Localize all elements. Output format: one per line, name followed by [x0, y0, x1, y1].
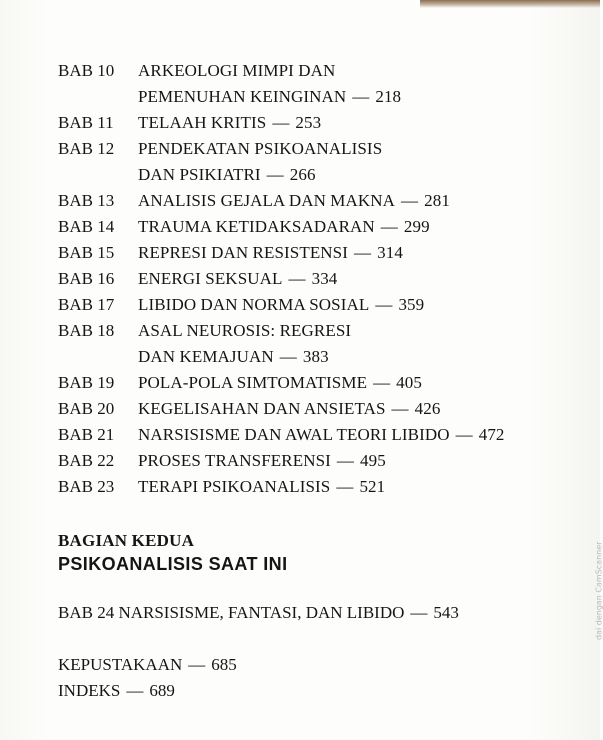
chapter-number: BAB 12 — [58, 139, 115, 158]
toc-page-number: 359 — [398, 295, 425, 314]
toc-separator: — — [375, 295, 393, 314]
toc-separator: — — [266, 165, 284, 184]
back-matter — [58, 652, 237, 704]
chapter-title — [138, 58, 588, 84]
toc-entry-text: BAB 24 NARSISISME, FANTASI, DAN LIBIDO — [58, 603, 405, 622]
chapter-title — [138, 422, 588, 448]
chapter-title — [138, 396, 588, 422]
toc-separator: — — [188, 655, 206, 674]
toc-separator: — — [391, 399, 409, 418]
chapter-title-text: ARKEOLOGI MIMPI DAN — [138, 61, 336, 80]
toc-separator: — — [373, 373, 391, 392]
back-matter-title: KEPUSTAKAAN — [58, 655, 183, 674]
chapter-number: BAB 15 — [58, 243, 115, 262]
toc-page-number: 405 — [396, 373, 422, 392]
chapter-number: BAB 22 — [58, 451, 115, 470]
part-heading — [58, 530, 288, 576]
toc-row — [58, 266, 588, 292]
toc-entry-bab-24 — [58, 600, 459, 626]
chapter-number: BAB 16 — [58, 269, 115, 288]
toc-separator: — — [352, 87, 370, 106]
page-edge-shadow — [420, 0, 600, 8]
toc-page-number: 266 — [289, 165, 316, 184]
toc-page-number: 383 — [302, 347, 329, 366]
chapter-number — [58, 344, 138, 370]
chapter-title-text: PEMENUHAN KEINGINAN — [138, 87, 347, 106]
toc-row — [58, 344, 588, 370]
toc-page-number: 299 — [403, 217, 430, 236]
chapter-title-text: TELAAH KRITIS — [138, 113, 267, 132]
chapter-title — [138, 266, 588, 292]
chapter-title-text: ASAL NEUROSIS: REGRESI — [138, 321, 352, 340]
chapter-title — [138, 214, 588, 240]
toc-separator: — — [336, 477, 354, 496]
chapter-title-text: PROSES TRANSFERENSI — [138, 451, 331, 470]
chapter-title — [138, 110, 588, 136]
chapter-title — [138, 318, 588, 344]
chapter-title-text: PENDEKATAN PSIKOANALISIS — [138, 139, 383, 158]
chapter-title — [138, 292, 588, 318]
chapter-number: BAB 21 — [58, 425, 115, 444]
chapter-title-text: LIBIDO DAN NORMA SOSIAL — [138, 295, 370, 314]
back-matter-title: INDEKS — [58, 681, 121, 700]
chapter-number: BAB 20 — [58, 399, 115, 418]
back-matter-entry — [58, 678, 237, 704]
chapter-title — [138, 84, 588, 110]
part-title: PSIKOANALISIS SAAT INI — [58, 554, 288, 574]
toc-page-number: 495 — [360, 451, 386, 470]
toc-separator: — — [288, 269, 306, 288]
toc-page-number: 218 — [375, 87, 402, 106]
toc-row — [58, 370, 588, 396]
back-matter-entry — [58, 652, 237, 678]
toc-separator: — — [279, 347, 297, 366]
chapter-title — [138, 136, 588, 162]
chapter-title-text: TRAUMA KETIDAKSADARAN — [138, 217, 375, 236]
toc-row — [58, 136, 588, 162]
table-of-contents — [58, 58, 588, 500]
toc-page-number: 472 — [478, 425, 505, 444]
toc-row — [58, 110, 588, 136]
toc-page-number: 253 — [295, 113, 322, 132]
toc-row — [58, 448, 588, 474]
chapter-number: BAB 18 — [58, 321, 115, 340]
chapter-title — [138, 474, 588, 500]
scanner-watermark: dai dengan CamScanner — [594, 541, 603, 640]
chapter-number: BAB 11 — [58, 113, 114, 132]
toc-page-number: 334 — [311, 269, 338, 288]
chapter-title-text: DAN KEMAJUAN — [138, 347, 274, 366]
chapter-title-text: ENERGI SEKSUAL — [138, 269, 283, 288]
chapter-title — [138, 162, 588, 188]
chapter-title — [138, 448, 588, 474]
toc-separator: — — [126, 681, 144, 700]
toc-separator: — — [401, 191, 419, 210]
toc-page-number: 543 — [433, 603, 459, 622]
chapter-title-text: DAN PSIKIATRI — [138, 165, 261, 184]
chapter-title — [138, 188, 588, 214]
toc-row — [58, 292, 588, 318]
toc-page-number: 521 — [359, 477, 386, 496]
chapter-title — [138, 344, 588, 370]
toc-separator: — — [455, 425, 473, 444]
toc-row — [58, 188, 588, 214]
chapter-title-text: NARSISISME DAN AWAL TEORI LIBIDO — [138, 425, 450, 444]
toc-separator: — — [380, 217, 398, 236]
toc-row — [58, 318, 588, 344]
toc-row — [58, 422, 588, 448]
toc-separator: — — [410, 603, 428, 622]
toc-row — [58, 84, 588, 110]
toc-row — [58, 214, 588, 240]
chapter-number — [58, 84, 138, 110]
chapter-title-text: KEGELISAHAN DAN ANSIETAS — [138, 399, 386, 418]
chapter-number: BAB 19 — [58, 373, 115, 392]
toc-row — [58, 240, 588, 266]
chapter-title-text: TERAPI PSIKOANALISIS — [138, 477, 331, 496]
chapter-number: BAB 23 — [58, 477, 115, 496]
toc-separator: — — [336, 451, 355, 470]
chapter-title — [138, 240, 588, 266]
chapter-title-text: POLA-POLA SIMTOMATISME — [138, 373, 368, 392]
chapter-number: BAB 17 — [58, 295, 115, 314]
toc-page-number: 314 — [377, 243, 403, 262]
toc-row — [58, 58, 588, 84]
toc-separator: — — [272, 113, 290, 132]
toc-row — [58, 474, 588, 500]
toc-row — [58, 162, 588, 188]
chapter-title-text: REPRESI DAN RESISTENSI — [138, 243, 349, 262]
chapter-number: BAB 14 — [58, 217, 115, 236]
chapter-title-text: ANALISIS GEJALA DAN MAKNA — [138, 191, 396, 210]
toc-page-number: 281 — [424, 191, 450, 210]
toc-separator: — — [354, 243, 372, 262]
chapter-title — [138, 370, 588, 396]
chapter-number — [58, 162, 138, 188]
toc-row — [58, 396, 588, 422]
chapter-number: BAB 13 — [58, 191, 115, 210]
chapter-number: BAB 10 — [58, 61, 115, 80]
toc-page-number: 426 — [414, 399, 441, 418]
toc-page-number: 689 — [149, 681, 175, 700]
toc-page-number: 685 — [211, 655, 237, 674]
part-label: BAGIAN KEDUA — [58, 531, 195, 550]
